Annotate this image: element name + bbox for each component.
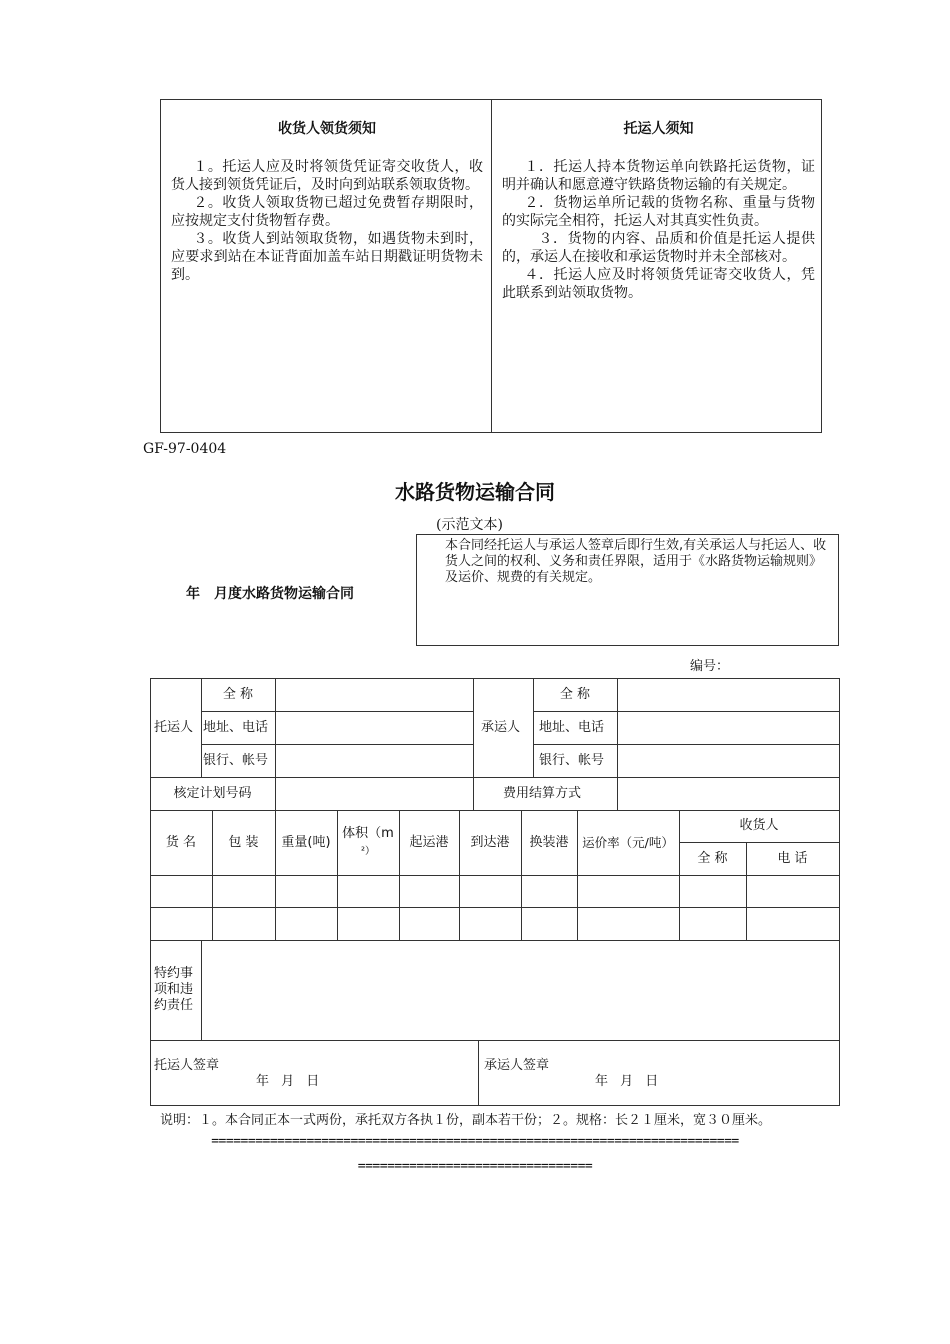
shipper-full-name-label: 全 称	[222, 687, 254, 702]
form-line	[473, 678, 474, 810]
form-line	[478, 1040, 479, 1105]
shipper-notice-title: 托运人须知	[623, 121, 694, 137]
settlement-label: 费用结算方式	[503, 786, 582, 801]
consignee-notice-item-1: １。托运人应及时将领货凭证寄交收货人，收货人接到领货凭证后，及时向到站联系领取货物。	[171, 159, 483, 193]
form-line	[201, 940, 202, 1040]
carrier-full-name-label: 全 称	[559, 687, 591, 702]
footnote: 说明：１。本合同正本一式两份，承托双方各执１份，副本若干份；２。规格：长２１厘米，宽３０厘米。	[160, 1113, 772, 1128]
form-line	[150, 777, 840, 778]
form-line	[150, 940, 840, 941]
col-packing: 包 装	[228, 835, 259, 850]
form-line	[275, 810, 276, 940]
form-line	[679, 842, 840, 843]
form-line	[201, 744, 473, 745]
carrier-address-label: 地址、电话	[539, 720, 605, 735]
form-line	[459, 810, 460, 940]
carrier-label: 承运人	[481, 720, 521, 735]
form-line	[201, 711, 473, 712]
consignee-notice-item-3: ３。收货人到站领取货物，如遇货物未到时，应要求到站在本证背面加盖车站日期戳证明货物未到。	[171, 231, 483, 283]
shipper-address-label: 地址、电话	[203, 720, 269, 735]
form-line	[275, 678, 276, 810]
monthly-title-rest: 月度水路货物运输合同	[214, 586, 354, 602]
shipper-notice-item-4: ４．托运人应及时将领货凭证寄交收货人，凭此联系到站领取货物。	[502, 267, 815, 301]
col-consignee-name: 全 称	[697, 851, 728, 866]
separator-line: ========================================================================	[211, 1134, 739, 1149]
special-terms-label: 特约事项和违约责任	[154, 966, 194, 1013]
shipper-notice-item-3: ３．货物的内容、品质和价值是托运人提供的，承运人在接收和承运货物时并未全部核对。	[502, 231, 815, 265]
shipper-bank-label: 银行、帐号	[203, 753, 269, 768]
document-code: GF-97-0404	[143, 441, 227, 457]
monthly-title-year: 年	[186, 586, 200, 602]
preface-text: 本合同经托运人与承运人签章后即行生效,有关承运人与托运人、收货人之间的权利、义务和责任界限，适用于《水路货物运输规则》及运价、规费的有关规定。	[416, 534, 839, 646]
form-line	[150, 810, 840, 811]
form-line	[533, 711, 840, 712]
consignee-notice-item-2: ２。收货人领取货物已超过免费暂存期限时，应按规定支付货物暂存费。	[171, 195, 483, 229]
col-goods: 货 名	[165, 835, 197, 850]
shipper-signature-label: 托运人签章	[154, 1058, 220, 1073]
shipper-signature-date: 年 月 日	[256, 1074, 320, 1089]
col-transfer-port: 换装港	[529, 835, 569, 850]
form-line	[150, 1040, 840, 1041]
col-consignee: 收货人	[739, 818, 779, 833]
serial-number-label: 编号：	[690, 659, 730, 674]
form-line	[533, 744, 840, 745]
carrier-bank-label: 银行、帐号	[539, 753, 605, 768]
col-destination-port: 到达港	[470, 835, 510, 850]
col-volume-sup: ²）	[360, 846, 375, 857]
form-line	[617, 678, 618, 810]
col-consignee-phone: 电 话	[777, 851, 808, 866]
form-border-top	[150, 678, 840, 679]
col-origin-port: 起运港	[409, 835, 449, 850]
col-volume: 体积（m	[342, 826, 394, 841]
col-freight-rate: 运价率（元/吨）	[582, 835, 674, 850]
shipper-label: 托运人	[154, 720, 194, 735]
carrier-signature-label: 承运人签章	[484, 1058, 550, 1073]
form-line	[212, 810, 213, 940]
form-line	[399, 810, 400, 940]
form-border-right	[839, 678, 840, 1106]
form-line	[150, 875, 840, 876]
consignee-notice-title: 收货人领货须知	[278, 121, 376, 137]
form-border-bottom	[150, 1105, 840, 1106]
carrier-signature-date: 年 月 日	[595, 1074, 659, 1089]
plan-number-label: 核定计划号码	[173, 786, 252, 801]
shipper-notice-item-1: １．托运人持本货物运单向铁路托运货物，证明并确认和愿意遵守铁路货物运输的有关规定。	[502, 159, 815, 193]
form-border-left	[150, 678, 151, 1106]
separator-line: ================================	[357, 1159, 593, 1174]
form-line	[521, 810, 522, 940]
subtitle: (示范文本)	[436, 517, 503, 533]
page-title: 水路货物运输合同	[395, 480, 555, 504]
col-weight: 重量(吨)	[281, 835, 331, 850]
form-line	[150, 907, 840, 908]
shipper-notice-item-2: ２．货物运单所记载的货物名称、重量与货物的实际完全相符，托运人对其真实性负责。	[502, 195, 815, 229]
form-line	[577, 810, 578, 940]
